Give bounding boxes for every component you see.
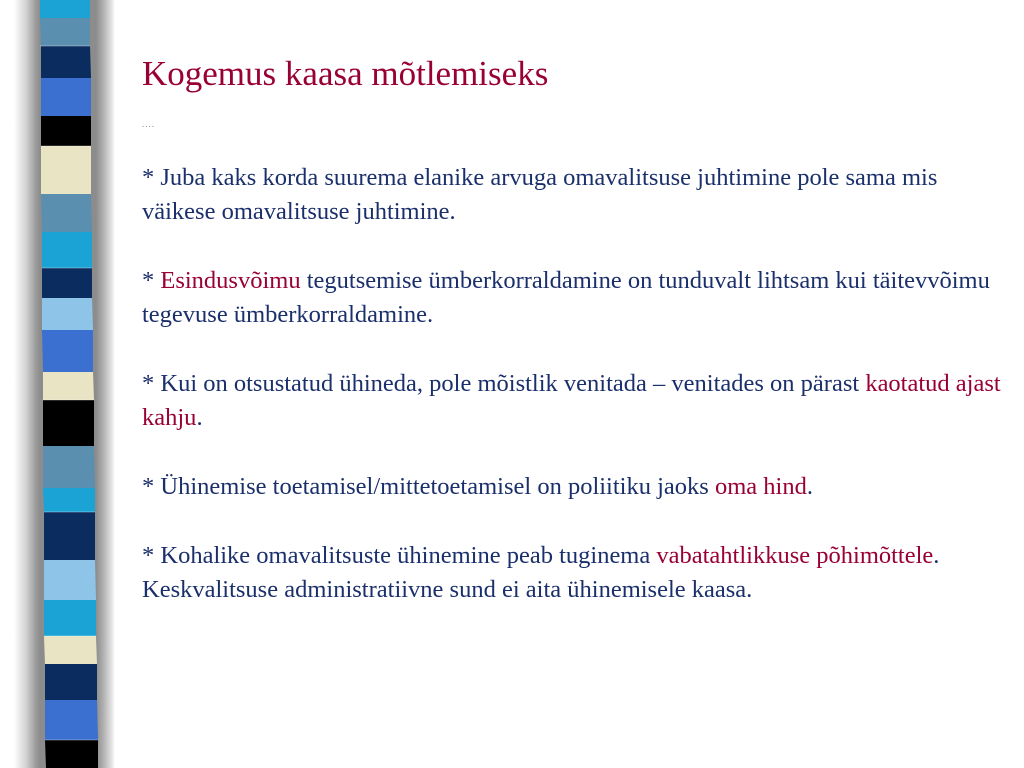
slide-content xyxy=(142,50,1002,642)
bullet-paragraph xyxy=(142,539,1002,607)
bullet-paragraph xyxy=(142,470,1002,504)
paragraph-text: * Kohalike omavalitsuste ühinemine peab tuginema xyxy=(142,542,657,569)
slide-title: Kogemus kaasa mõtlemiseks xyxy=(142,54,549,93)
paragraph-text: * Kui on otsustatud ühineda, pole mõistlik venitada – venitades on pärast xyxy=(142,370,866,397)
paragraph-text: . xyxy=(196,404,203,431)
paragraph-text: * xyxy=(142,267,161,294)
highlighted-text: kaotatud ajast kahju xyxy=(142,370,1001,431)
dots-separator: .... xyxy=(142,119,155,129)
bullet-paragraph xyxy=(142,367,1002,435)
paragraph-text: . xyxy=(806,473,813,500)
paragraph-text: * Ühinemise toetamisel/mittetoetamisel on poliitiku jaoks xyxy=(142,473,715,500)
paragraph-text: * Juba kaks korda suurema elanike arvuga omavalitsuse juhtimine pole sama mis väikese omavalitsuse juhtimine. xyxy=(142,164,938,225)
paragraph-text: tegutsemise ümberkorraldamine on tunduvalt lihtsam kui täitevvõimu tegevuse ümberkorraldamine. xyxy=(142,267,990,328)
highlighted-text: oma hind xyxy=(714,473,807,500)
decorative-ribbon xyxy=(0,0,115,768)
highlighted-text: vabatahtlikkuse põhimõttele xyxy=(656,542,934,569)
highlighted-text: Esindusvõimu xyxy=(160,267,301,294)
bullet-paragraph xyxy=(142,264,1002,332)
bullet-paragraph xyxy=(142,161,1002,229)
bullet-list xyxy=(142,161,1002,607)
paragraph-text: . Keskvalitsuse administratiivne sund ei aita ühinemisele kaasa. xyxy=(142,542,940,603)
